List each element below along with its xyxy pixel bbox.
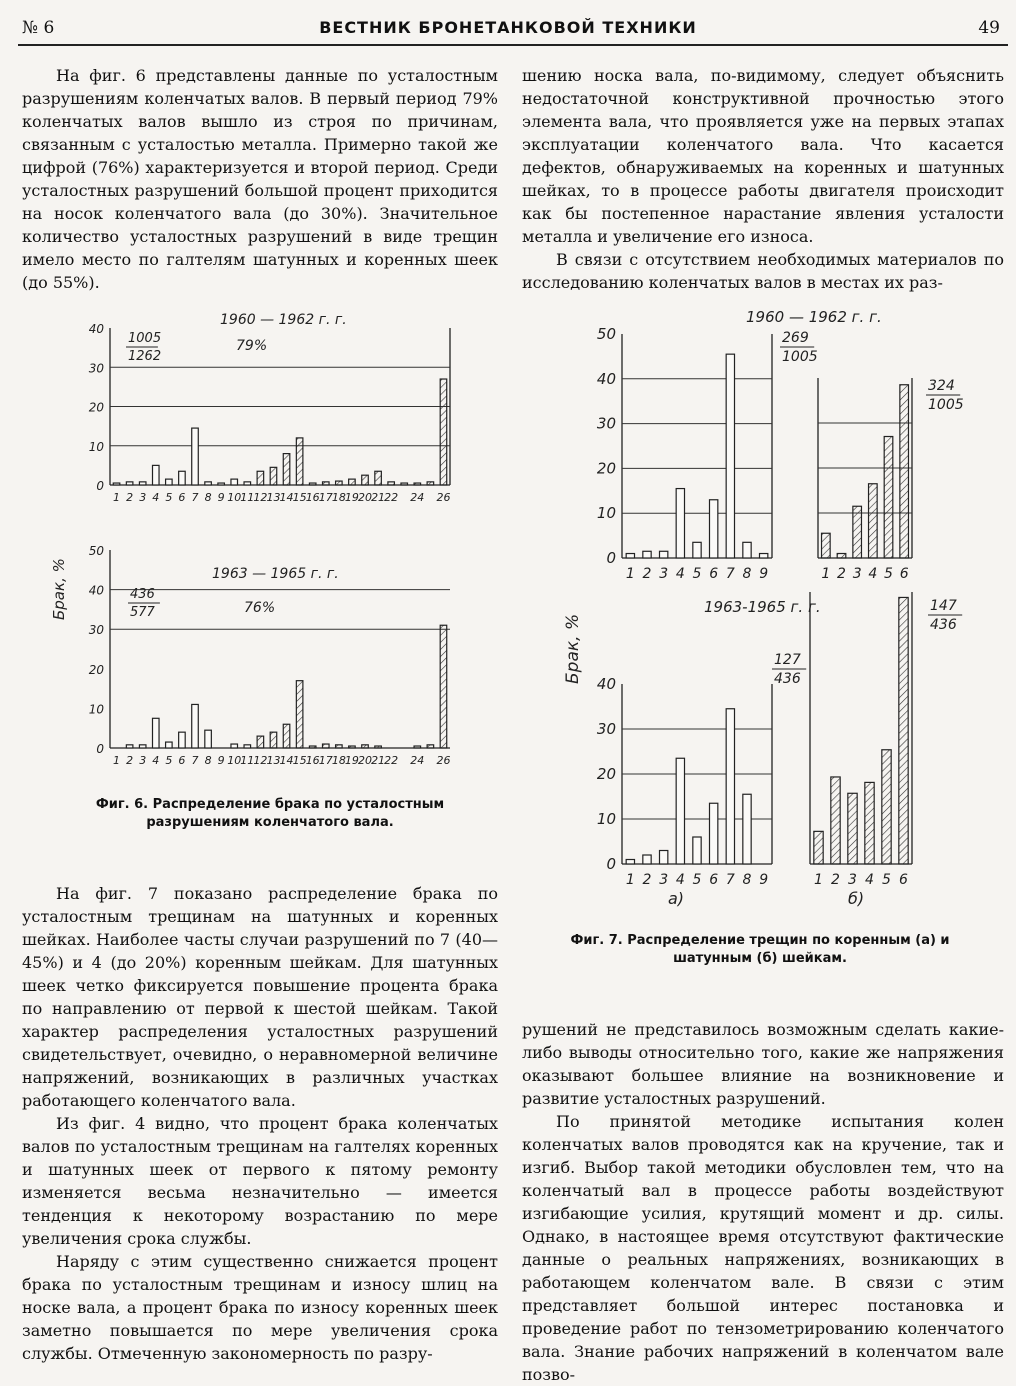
y-tick-label: 0 [606,549,616,567]
fraction-numerator: 269 [782,330,809,346]
right-column-bottom [522,1018,1004,1386]
x-tick-label: 2 [831,872,840,888]
bar [192,704,199,748]
bar [179,471,186,485]
bar [270,732,277,748]
fraction-numerator: 1005 [128,331,162,346]
bar [710,500,718,558]
paragraph: В связи с отсутствием необходимых материалов по исследованию коленчатых валов в местах их раз- [522,250,1004,292]
paragraph: По принятой методике испытания колен коленчатых валов проводятся как на кручение, так и изгиб. Выбор такой методики обусловлен тем, что на коленчатый вал в процессе работы воздействуют изгибающие усилия, крутящий момент и др. силы. Однако, в настоящее время отсутствуют фактические данные о реальных напряжениях, возникающих в работающем коленчатом вале. В связи с этим представляет большой интерес постановка и проведение работ по тензометрированию коленчатого вала. Знание рабочих напряжений в коленчатом вале позво- [522,1112,1004,1384]
header-rule [18,44,1008,46]
bar [309,746,316,748]
left-column-top [22,64,498,294]
x-tick-label: 18 [331,491,346,504]
bar [283,724,290,748]
paragraph: На фиг. 6 представлены данные по усталостным разрушениям коленчатых валов. В первый период 79% коленчатых валов вышло из строя по причинам, связанным с усталостью металла. Примерно такой же цифрой (76%) характеризуется и второй период. Среди усталостных разрушений большой процент приходится на носок коленчатого вала (до 30%). Значительное количество усталостных разрушений в виде трещин имело место по галтелям шатунных и коренных шеек (до 55%). [22,66,498,292]
x-tick-label: 4 [865,872,874,888]
bar [401,483,408,485]
issue-number: № 6 [22,18,55,38]
bar [848,793,857,864]
x-tick-label: 8 [742,566,752,582]
x-tick-label: 8 [204,754,212,767]
x-tick-label: 3 [139,754,147,767]
paragraph: На фиг. 7 показано распределение брака по усталостным трещинам на шатунных и коренных шейках. Наиболее часты случаи разрушений по 7 (40—45%) и 4 (до 20%) коренным шейкам. Для шатунных шеек четко фиксируется повышение процента брака по направлению от первой к шестой шейкам. Такой характер распределения усталостных разрушений свидетельствует, очевидно, о неравномерной величине напряжений, возникающих в различных участках работающего коленчатого вала. [22,884,498,1110]
x-tick-label: 8 [742,872,752,888]
bar [153,718,160,748]
y-tick-label: 10 [88,439,104,454]
panel-title: 1960 — 1962 г. г. [220,312,347,328]
x-tick-label: 10 [227,491,242,504]
x-tick-label: 20 [358,754,372,767]
x-tick-label: 1 [113,754,121,767]
fraction-numerator: 127 [774,652,801,668]
x-tick-label: 18 [331,754,346,767]
y-tick-label: 40 [596,369,616,388]
x-tick-label: 13 [266,754,281,767]
x-tick-label: 16 [305,754,320,767]
left-column-bottom [22,882,498,1365]
x-tick-label: 14 [279,754,294,767]
y-tick-label: 10 [596,504,616,523]
bar [660,851,668,865]
panel-title: 1963-1965 г. г. [704,598,821,616]
bar [676,489,684,558]
bar [270,467,277,485]
x-tick-label: 5 [692,872,702,888]
y-tick-label: 20 [88,662,104,677]
bar [179,732,186,748]
bar [626,860,634,865]
y-tick-label: 20 [88,400,104,415]
bar [760,554,768,558]
x-tick-label: 12 [253,491,268,504]
fraction-numerator: 147 [930,598,957,614]
bar [743,542,751,558]
bar [309,483,316,485]
x-tick-label: 26 [436,754,451,767]
x-tick-label: 2 [837,566,846,582]
y-tick-label: 10 [596,810,616,828]
x-tick-label: 24 [410,754,425,767]
bar [414,483,421,485]
y-tick-label: 40 [596,675,616,693]
bar [323,744,330,748]
bar [822,533,831,558]
x-tick-label: 4 [152,754,160,767]
fraction-denominator: 436 [774,671,801,687]
bar [440,625,447,748]
y-tick-label: 40 [88,583,104,598]
x-tick-label: 7 [725,872,735,888]
x-tick-label: 13 [266,491,281,504]
bar [693,837,701,864]
fraction-denominator: 577 [130,605,155,620]
panel-title: 1963 — 1965 г. г. [212,566,339,582]
bar [853,506,862,558]
bar [126,482,133,485]
bar [257,471,264,485]
page-header [0,14,1016,44]
bar [831,777,840,864]
y-tick-label: 20 [596,459,616,478]
x-tick-label: 5 [165,754,173,767]
panel-label-a: а) [668,889,685,908]
x-tick-label: 21 [371,754,386,767]
bar [660,551,668,558]
x-tick-label: 1 [625,566,635,582]
x-tick-label: 9 [759,872,769,888]
bar [676,758,684,864]
x-tick-label: 6 [899,872,908,888]
x-tick-label: 2 [642,872,652,888]
y-axis-label: Брак, % [50,558,68,620]
x-tick-label: 14 [279,491,294,504]
y-tick-label: 30 [596,720,616,738]
bar [139,745,146,748]
paragraph: Наряду с этим существенно снижается процент брака по усталостным трещинам и износу шлиц на носке вала, а процент брака по износу коренных шеек заметно повышается по мере увеличения срока службы. Отмеченную закономерность по разру- [22,1252,498,1363]
x-tick-label: 4 [868,566,878,582]
x-tick-label: 10 [227,754,242,767]
x-tick-label: 16 [305,491,320,504]
bar [244,482,251,485]
x-tick-label: 5 [884,566,893,582]
x-tick-label: 1 [625,872,635,888]
bar [139,482,146,485]
bar [440,379,447,485]
page-number: 49 [978,18,1000,38]
bar [837,554,846,559]
y-tick-label: 50 [88,544,104,558]
x-tick-label: 3 [659,872,669,888]
bar [166,742,173,748]
x-tick-label: 17 [318,754,333,767]
y-tick-label: 30 [88,361,104,376]
bar [283,454,290,485]
x-tick-label: 5 [882,872,891,888]
x-tick-label: 22 [384,754,399,767]
bar [362,475,369,485]
bar [882,750,891,864]
x-tick-label: 6 [178,491,186,504]
x-tick-label: 6 [178,754,186,767]
bar [900,385,909,558]
percent-annotation: 79% [236,338,268,354]
fraction-denominator: 436 [930,617,957,633]
x-tick-label: 2 [126,491,134,504]
bar [726,354,734,558]
fraction-numerator: 324 [928,378,955,394]
x-tick-label: 2 [642,566,652,582]
x-tick-label: 15 [292,491,307,504]
x-tick-label: 15 [292,754,307,767]
bar [884,437,893,559]
x-tick-label: 2 [126,754,134,767]
bar [375,471,382,485]
y-tick-label: 30 [596,414,616,433]
bar [710,803,718,864]
bar [153,465,160,485]
x-tick-label: 7 [725,566,735,582]
bar [323,482,330,485]
bar [205,730,212,748]
bar [192,428,199,485]
bar [899,597,908,864]
bar [336,481,343,485]
panel-label-b: б) [848,889,865,908]
bar [693,542,701,558]
fraction-denominator: 1262 [128,349,162,364]
bar [231,479,238,485]
x-tick-label: 8 [204,491,212,504]
x-tick-label: 22 [384,491,399,504]
y-tick-label: 40 [88,322,104,336]
figure-6 [40,300,520,770]
y-tick-label: 0 [96,479,104,493]
bar [218,483,225,485]
y-axis-label: Брак, % [563,613,583,684]
x-tick-label: 11 [240,491,255,504]
paragraph: Из фиг. 4 видно, что процент брака коленчатых валов по усталостным трещинам на галтелях коренных и шатунных шеек от первого к пятому ремонту изменяется весьма незначительно — имеется тенденция к некоторому возрастанию по мере увеличения срока службы. [22,1114,498,1248]
bar [296,438,303,485]
bar [336,745,343,748]
x-tick-label: 4 [152,491,160,504]
x-tick-label: 7 [191,754,199,767]
bar [166,479,173,485]
bar [362,745,369,748]
paragraph: рушений не представилось возможным сделать какие-либо выводы относительно того, какие же напряжения оказывают большее влияние на возникновение и развитие усталостных разрушений. [522,1020,1004,1108]
bar [349,746,356,748]
x-tick-label: 3 [852,566,862,582]
bar [865,782,874,864]
x-tick-label: 1 [821,566,831,582]
x-tick-label: 1 [814,872,823,888]
x-tick-label: 6 [899,566,909,582]
fraction-denominator: 1005 [928,397,964,413]
x-tick-label: 5 [165,491,173,504]
bar [349,479,356,485]
x-tick-label: 3 [848,872,857,888]
figure-7 [540,300,1010,920]
journal-title: ВЕСТНИК БРОНЕТАНКОВОЙ ТЕХНИКИ [319,18,697,37]
figure-6-caption: Фиг. 6. Распределение брака по усталостным разрушениям коленчатого вала. [95,797,445,830]
percent-annotation: 76% [244,600,276,616]
y-tick-label: 50 [596,325,616,343]
x-tick-label: 21 [371,491,386,504]
x-tick-label: 11 [240,754,255,767]
paragraph: шению носка вала, по-видимому, следует объяснить недостаточной конструктивной прочностью этого элемента вала, что проявляется уже на первых этапах эксплуатации коленчатого вала. Что касается дефектов, обнаруживаемых на коренных и шатунных шейках, то в процессе работы двигателя происходит как бы постепенное нарастание явления усталости металла и увеличение его износа. [522,66,1004,246]
bar [743,794,751,864]
x-tick-label: 9 [759,566,769,582]
x-tick-label: 6 [709,566,719,582]
fraction-numerator: 436 [130,587,155,602]
panel-title: 1960 — 1962 г. г. [746,308,882,326]
x-tick-label: 7 [191,491,199,504]
y-tick-label: 20 [596,765,616,783]
x-tick-label: 12 [253,754,268,767]
bar [388,482,395,485]
bar [205,482,212,485]
x-tick-label: 9 [217,491,225,504]
bar [726,709,734,864]
fraction-denominator: 1005 [782,349,818,365]
x-tick-label: 19 [344,754,359,767]
bar [643,855,651,864]
bar [257,736,264,748]
bar [814,831,823,864]
x-tick-label: 4 [675,872,685,888]
x-tick-label: 3 [659,566,669,582]
x-tick-label: 9 [217,754,225,767]
x-tick-label: 1 [113,491,121,504]
x-tick-label: 3 [139,491,147,504]
right-column-top [522,64,1004,294]
y-tick-label: 0 [96,742,104,756]
bar [126,745,133,748]
bar [414,746,421,748]
bar [231,744,238,748]
bar [296,681,303,748]
bar [375,746,382,748]
x-tick-label: 26 [436,491,451,504]
bar [643,551,651,558]
x-tick-label: 24 [410,491,425,504]
bar [626,554,634,558]
y-tick-label: 0 [606,855,616,873]
x-tick-label: 19 [344,491,359,504]
x-tick-label: 6 [709,872,719,888]
x-tick-label: 17 [318,491,333,504]
x-tick-label: 5 [692,566,702,582]
bar [869,484,878,558]
figure-7-caption: Фиг. 7. Распределение трещин по коренным (а) и шатунным (б) шейкам. [570,933,950,966]
bar [427,482,434,485]
bar [427,745,434,748]
bar [244,745,251,748]
x-tick-label: 4 [675,566,685,582]
y-tick-label: 10 [88,702,104,717]
bar [113,483,120,485]
x-tick-label: 20 [358,491,372,504]
y-tick-label: 30 [88,623,104,638]
